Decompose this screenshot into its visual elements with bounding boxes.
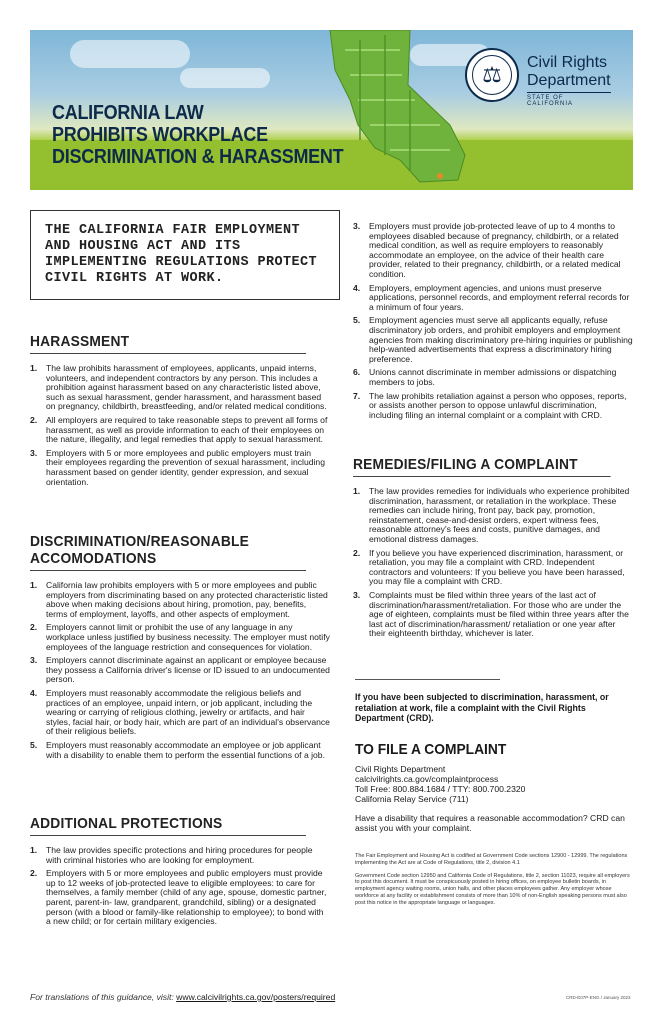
list-item-text: Employers with 5 or more employees and public employers must train their employees regarding the prevention of sexual harassment, including harassment based on gender identity, gender expression, and sexual orientation.	[46, 447, 325, 487]
section-heading: TO FILE A COMPLAINT	[355, 741, 507, 758]
translations-link[interactable]: www.calcivilrights.ca.gov/posters/required	[176, 992, 336, 1002]
remedies-section	[353, 456, 633, 643]
list-item: 3. Employers cannot discriminate against an applicant or employee because they possess a California driver's license or ID issued to an undocumented person.	[30, 655, 330, 685]
list-item: 1. The law provides remedies for individuals who experience prohibited discrimination, harassment, or retaliation in the workplace. These remedies can include hiring, front pay, back pay, promotion, reinstatement, cease-and-desist orders, expert witness fees, reasonable attorney's fees and costs, punitive damages, and emotional distress damages.	[353, 486, 630, 544]
legal-note: Government Code section 12950 and California Code of Regulations, title 2, section 11023, require all employers to post this document. It must be conspicuously posted in hiring offices, on employee bulletin boards, in employment agency waiting rooms, union halls, and other places employees gather. Any employer whose workforce at any facility or establishment consists of more than 10% of non-English speaking persons must also post this notice in the appropriate language or languages.	[355, 872, 630, 906]
list-item: 2. Employers with 5 or more employees and public employers must provide up to 12 weeks of job-protected leave to eligible employees: to care for themselves, a family member (child of any age, spouse, domestic partner, parent, parent-in- law, grandparent, grandchild, sibling) or a designated person (with a blood or family-like relationship to employee); to bond with a new child; or for certain military exigencies.	[30, 868, 327, 927]
list-item: 4. Employers must reasonably accommodate the religious beliefs and practices of an employee, unpaid intern, or job applicant, including the wearing or carrying of religious clothing, jewelry or artifacts, and hair styles, facial hair, or body hair, which are part of an individual's observance of their religious beliefs.	[30, 687, 330, 737]
title-line: CALIFORNIA LAW	[52, 102, 204, 124]
left-column	[30, 210, 340, 300]
legal-note: The Fair Employment and Housing Act is codified at Government Code sections 12900 - 12999. The regulations implementing the Act are at Code of Regulations, title 2, division 4.1	[355, 853, 628, 866]
list-item: 3. Complaints must be filed within three years of the last act of discrimination/harassment/retaliation. For those who are under the age of eighteen, complaints must be filed within three years after the last act of discrimination/harassment/ retaliation or one year after their eighteenth birthday, whichever is later.	[353, 589, 629, 639]
list-item: 1. The law provides specific protections and hiring procedures for people with criminal histories who are looking for employment.	[30, 845, 313, 865]
additional-list	[30, 846, 330, 927]
remedies-list	[353, 487, 633, 639]
cloud-decoration	[70, 40, 190, 68]
title-line: PROHIBITS WORKPLACE	[52, 124, 268, 146]
list-item-text: Employers cannot discriminate against an applicant or employee because they possess a California driver's license or ID issued to an undocumented person.	[46, 655, 330, 685]
logo-wordmark	[527, 54, 611, 90]
list-item-text: The law provides specific protections and hiring procedures for people with criminal histories who are looking for employment.	[46, 845, 313, 865]
heading-line: DISCRIMINATION/REASONABLE	[30, 533, 250, 550]
list-item: 2. Employers cannot limit or prohibit the use of any language in any workplace unless justified by business necessity. The employer must notify employees of the language restriction and consequences for violation.	[30, 622, 330, 652]
list-item: 2. If you believe you have experienced discrimination, harassment, or retaliation, you may file a complaint with CRD. Independent contractors and volunteers: If you believe you have been harassed, you may file a complaint with CRD.	[353, 547, 625, 587]
logo-name-line: Civil Rights	[527, 54, 608, 71]
continued-list	[353, 222, 633, 420]
cloud-decoration	[180, 68, 270, 88]
file-complaint-section	[355, 741, 633, 833]
section-heading: HARASSMENT	[30, 333, 306, 354]
list-item: 2. All employers are required to take reasonable steps to prevent all forms of harassment, as well as provide information to each of their employees on the nature, illegality, and legal remedies that apply to sexual harassment.	[30, 414, 328, 445]
additional-protections-section	[30, 815, 330, 931]
complaint-url[interactable]: calcivilrights.ca.gov/complaintprocess	[355, 774, 499, 784]
list-item: 4. Employers, employment agencies, and unions must preserve applications, personnel records, and employment referral records for a minimum of four years.	[353, 282, 630, 312]
list-item: 5. Employers must reasonably accommodate an employee or job applicant with a disability to enable them to perform the essential functions of a job.	[30, 739, 325, 760]
poster-title	[52, 102, 343, 168]
footer-text: For translations of this guidance, visit:	[30, 992, 177, 1002]
list-item: 5. Employment agencies must serve all applicants equally, refuse discriminatory job orders, and prohibit employers and employment agencies from making discriminatory pre-hiring inquiries or publishing help-wanted advertisements that express a discriminatory hiring preference.	[353, 315, 633, 364]
list-item-text: Employers cannot limit or prohibit the use of any language in any workplace unless justified by business necessity. The employer must notify employees of the language restriction and consequences for violation.	[46, 622, 330, 652]
list-item-text: Complaints must be filed within three years of the last act of discrimination/harassment/retaliation. For those who are under the age of eighteen, complaints must be filed within three years after the last act of discrimination/harassment/ retaliation or one year after their eighteenth birthday, whichever is later.	[369, 589, 629, 639]
list-item-text: Employment agencies must serve all applicants equally, refuse discriminatory job orders, and prohibit employers and employment agencies from making discriminatory pre-hiring inquiries or publishing help-wanted advertisements that express a discriminatory hiring preference.	[369, 315, 633, 364]
footer	[30, 992, 335, 1002]
form-code: CRD-E07P-ENG / January 2023	[566, 995, 631, 1000]
list-item-text: Employers must reasonably accommodate the religious beliefs and practices of an employee, unpaid intern, or job applicant, including the wearing or carrying of religious clothing, jewelry or artifacts, and hair styles, facial hair, or body hair, which are part of an individual's observance of their religious beliefs.	[46, 687, 330, 737]
relay-service: California Relay Service (711)	[355, 794, 469, 804]
list-item-text: The law prohibits retaliation against a person who opposes, reports, or assists another person to oppose unlawful discrimination, including filing an internal complaint or a complaint with CRD.	[369, 390, 627, 420]
section-heading	[30, 533, 306, 571]
list-item-text: The law prohibits harassment of employees, applicants, unpaid interns, volunteers, and independent contractors by any person. This includes a prohibition against harassment based on any characteristic listed above, such as sexual harassment, gender harassment, and harassment based on pregnancy, childbirth, breastfeeding, and/or related medical conditions.	[46, 363, 327, 412]
heading-line: ACCOMODATIONS	[30, 550, 157, 567]
legal-notes	[355, 853, 633, 907]
list-item-text: Employers must provide job-protected leave of up to 4 months to employees disabled because of pregnancy, childbirth, or a related medical condition, as well as require employers to reasonably accommodate an employee, on the advice of their health care provider, related to their pregnancy, childbirth, or a related medical condition.	[369, 221, 621, 279]
logo-subtitle: STATE OF CALIFORNIA	[527, 92, 611, 107]
list-item: 7. The law prohibits retaliation against a person who opposes, reports, or assists another person to oppose unlawful discrimination, including filing an internal complaint or a complaint with CRD.	[353, 390, 627, 420]
department-seal	[465, 48, 519, 102]
department-name: Civil Rights Department	[355, 764, 446, 774]
list-item-text: The law provides remedies for individuals who experience prohibited discrimination, harassment, or retaliation in the workplace. These remedies can include hiring, front pay, back pay, promotion, reinstatement, cease-and-desist orders, expert witness fees, reasonable attorney's fees and costs, punitive damages, and emotional distress damages.	[369, 486, 630, 544]
section-heading: ADDITIONAL PROTECTIONS	[30, 815, 306, 836]
list-item: 1. California law prohibits employers with 5 or more employees and public employers from discriminating based on any protected characteristic listed above when making decisions about hiring, promotion, pay, benefits, terms of employment, layoffs, and other aspects of employment.	[30, 580, 328, 619]
logo-name-line: Department	[527, 72, 611, 89]
complaint-callout: If you have been subjected to discrimination, harassment, or retaliation at work, file a complaint with the Civil Rights Department (CRD).	[355, 692, 609, 723]
disability-note: Have a disability that requires a reasonable accommodation? CRD can assist you with your complaint.	[355, 813, 625, 833]
list-item: 3. Employers with 5 or more employees and public employers must train their employees regarding the prevention of sexual harassment, including harassment based on gender identity, gender expression, and sexual orientation.	[30, 447, 325, 487]
harassment-list	[30, 364, 330, 487]
list-item-text: Employers with 5 or more employees and public employers must provide up to 12 weeks of job-protected leave to eligible employees: to care for themselves, a family member (child of any age, spouse, domestic partner, parent, parent-in- law, grandparent, grandchild, sibling) or a designated person (with a blood or family-like relationship to employee); to bond with a new child; or for certain military exigencies.	[46, 868, 327, 927]
list-item-text: Employers, employment agencies, and unions must preserve applications, personnel records, and employment referral records for a minimum of four years.	[369, 282, 630, 312]
intro-statement: THE CALIFORNIA FAIR EMPLOYMENT AND HOUSING ACT AND ITS IMPLEMENTING REGULATIONS PROTECT CIVIL RIGHTS AT WORK.	[30, 210, 340, 300]
scales-of-justice-icon: ⚖	[472, 55, 512, 95]
list-item-text: California law prohibits employers with 5 or more employees and public employers from discriminating based on any protected characteristic listed above when making decisions about hiring, promotion, pay, benefits, terms of employment, layoffs, and other aspects of employment.	[46, 580, 328, 619]
list-item-text: All employers are required to take reasonable steps to prevent all forms of harassment, as well as provide information to each of their employees on the nature, illegality, and legal remedies that apply to sexual harassment.	[46, 414, 328, 445]
right-list-section	[353, 222, 633, 424]
list-item-text: Unions cannot discriminate in member admissions or dispatching members to jobs.	[369, 367, 617, 387]
discrimination-list	[30, 581, 330, 760]
harassment-section	[30, 333, 330, 491]
list-item: 6. Unions cannot discriminate in member admissions or dispatching members to jobs.	[353, 367, 617, 387]
section-heading: REMEDIES/FILING A COMPLAINT	[353, 456, 611, 477]
discrimination-section	[30, 533, 330, 764]
crd-logo	[465, 48, 630, 108]
title-line: DISCRIMINATION & HARASSMENT	[52, 146, 344, 168]
list-item: 1. The law prohibits harassment of employees, applicants, unpaid interns, volunteers, and independent contractors by any person. This includes a prohibition against harassment based on any characteristic listed above, such as sexual harassment, gender harassment, and harassment based on pregnancy, childbirth, breastfeeding, and/or related medical conditions.	[30, 363, 327, 412]
list-item-text: If you believe you have experienced discrimination, harassment, or retaliation, you may file a complaint with CRD. Independent contractors and volunteers: If you believe you have been harassed, you may file a complaint with CRD.	[369, 547, 625, 587]
list-item: 3. Employers must provide job-protected leave of up to 4 months to employees disabled because of pregnancy, childbirth, or a related medical condition, as well as require employers to reasonably accommodate an employee, on the advice of their health care provider, related to their pregnancy, childbirth, or a related medical condition.	[353, 221, 621, 279]
list-item-text: Employers must reasonably accommodate an employee or job applicant with a disability to enable them to perform the essential functions of a job.	[46, 739, 325, 760]
divider	[355, 679, 500, 680]
phone-numbers: Toll Free: 800.884.1684 / TTY: 800.700.2320	[355, 784, 526, 794]
